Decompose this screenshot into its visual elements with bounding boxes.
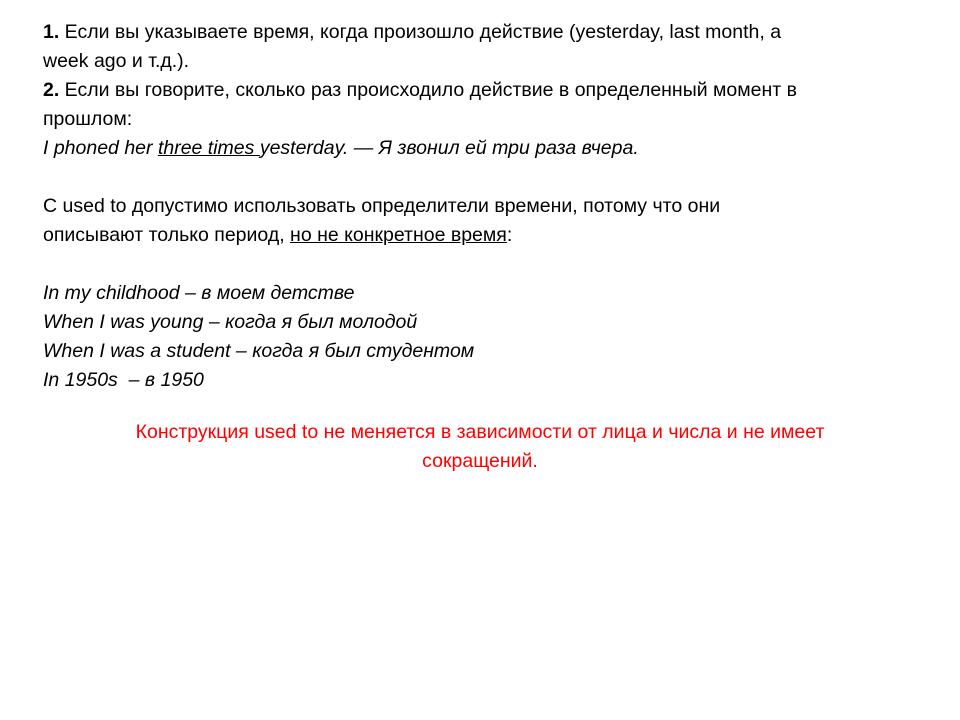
time-phrase: When I was a student – когда я был студентом	[43, 340, 475, 362]
rule-2-line-2: прошлом:	[43, 108, 133, 130]
rule-1-line-2: week ago и т.д.).	[43, 50, 190, 72]
example-sentence	[43, 134, 913, 163]
rule-1-text: Если вы указываете время, когда произошло действие (yesterday, last month, a	[59, 21, 782, 43]
slide-body	[43, 18, 913, 395]
spacer	[43, 163, 913, 192]
note-line-2: сокращений.	[422, 450, 538, 472]
spacer	[43, 250, 913, 279]
used-to-line-1: С used to допустимо использовать определители времени, потому что они	[43, 195, 721, 217]
example-underlined: three times	[157, 137, 260, 159]
used-to-line-2-end: :	[506, 224, 513, 246]
rule-1-line-1	[43, 18, 913, 47]
used-to-line-2	[43, 221, 913, 250]
rule-1-number: 1.	[43, 21, 60, 43]
time-phrase: When I was young – когда я был молодой	[43, 311, 418, 333]
rule-2-text: Если вы говорите, сколько раз происходило действие в определенный момент в	[59, 79, 798, 101]
rule-2-number: 2.	[43, 79, 60, 101]
note-line-1: Конструкция used to не меняется в зависимости от лица и числа и не имеет	[135, 421, 825, 443]
time-phrase: In my childhood – в моем детстве	[43, 282, 355, 304]
rule-2-line-1	[43, 76, 913, 105]
used-to-line-2-start: описывают только период,	[43, 224, 291, 246]
example-before: I phoned her	[43, 137, 158, 159]
example-after: yesterday. — Я звонил ей три раза вчера.	[259, 137, 639, 159]
used-to-underlined: но не конкретное время	[290, 224, 507, 246]
red-note	[0, 418, 960, 476]
time-phrase: In 1950s – в 1950	[43, 369, 204, 391]
